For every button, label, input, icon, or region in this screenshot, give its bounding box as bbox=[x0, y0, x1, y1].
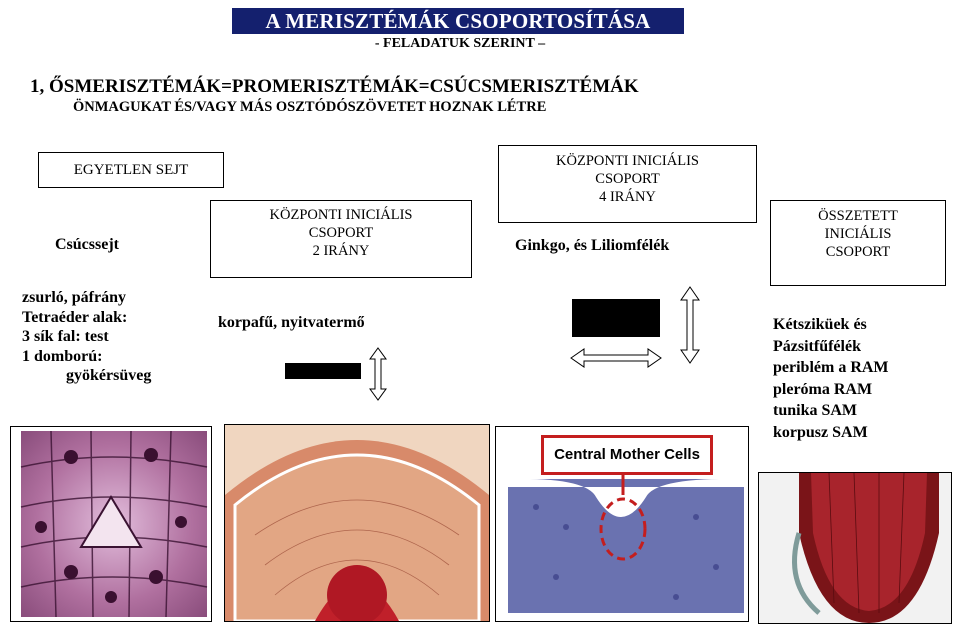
black-bar bbox=[572, 299, 660, 337]
list-item: korpusz SAM bbox=[773, 423, 868, 441]
central-initial-group-2-box bbox=[210, 200, 472, 278]
vertical-double-arrow-icon bbox=[368, 347, 388, 401]
column2-label: korpafű, nyitvatermő bbox=[218, 314, 365, 331]
black-bar bbox=[285, 363, 361, 379]
micrograph-image bbox=[759, 473, 951, 623]
vertical-double-arrow-icon bbox=[679, 286, 701, 364]
complex-initial-group-box bbox=[770, 200, 946, 286]
micrograph-shoot-apex bbox=[224, 424, 490, 622]
page-subtitle: - FELADATUK SZERINT – bbox=[374, 36, 546, 51]
page-title: A MERISZTÉMÁK CSOPORTOSÍTÁSA bbox=[232, 8, 684, 34]
list-item: 3 sík fal: test bbox=[22, 328, 109, 345]
micrograph-central-mother-cells bbox=[495, 426, 749, 622]
box-line: CSOPORT bbox=[825, 244, 891, 260]
box-line: KÖZPONTI INICIÁLIS bbox=[269, 207, 413, 223]
box-line: CSOPORT bbox=[595, 171, 660, 187]
single-cell-box: EGYETLEN SEJT bbox=[38, 152, 224, 188]
box-line: KÖZPONTI INICIÁLIS bbox=[556, 153, 699, 169]
micrograph-apical-cell bbox=[10, 426, 212, 622]
column3-label: Ginkgo, és Liliomfélék bbox=[515, 237, 670, 254]
column4-list bbox=[773, 314, 889, 443]
list-item: Pázsitfűfélék bbox=[773, 337, 861, 355]
box-line: 4 IRÁNY bbox=[599, 189, 656, 205]
list-item: zsurló, páfrány bbox=[22, 289, 126, 306]
apical-cell-label: Csúcssejt bbox=[55, 236, 119, 253]
list-item: pleróma RAM bbox=[773, 380, 873, 398]
section-subheading: ÖNMAGUKAT ÉS/VAGY MÁS OSZTÓDÓSZÖVETET HOZNAK LÉTRE bbox=[73, 99, 547, 115]
list-item: periblém a RAM bbox=[773, 359, 889, 376]
micrograph-image bbox=[11, 427, 211, 621]
box-line: CSOPORT bbox=[308, 225, 374, 241]
box-line: 2 IRÁNY bbox=[312, 243, 370, 259]
central-mother-cells-label: Central Mother Cells bbox=[541, 435, 713, 475]
list-item: Tetraéder alak: bbox=[22, 308, 128, 326]
list-item: gyökérsüveg bbox=[66, 367, 152, 384]
column1-list bbox=[22, 288, 151, 386]
list-item: tunika SAM bbox=[773, 402, 858, 419]
micrograph-root-tip bbox=[758, 472, 952, 624]
central-initial-group-4-box bbox=[498, 145, 757, 223]
box-line: ÖSSZETETT bbox=[818, 208, 898, 224]
horizontal-double-arrow-icon bbox=[570, 347, 662, 369]
micrograph-image bbox=[225, 425, 489, 621]
list-item: Kétsziküek és bbox=[773, 316, 867, 333]
list-item: 1 domború: bbox=[22, 347, 103, 365]
section-heading: 1, ŐSMERISZTÉMÁK=PROMERISZTÉMÁK=CSÚCSMERISZTÉMÁK bbox=[30, 76, 639, 97]
box-line: INICIÁLIS bbox=[824, 226, 892, 242]
